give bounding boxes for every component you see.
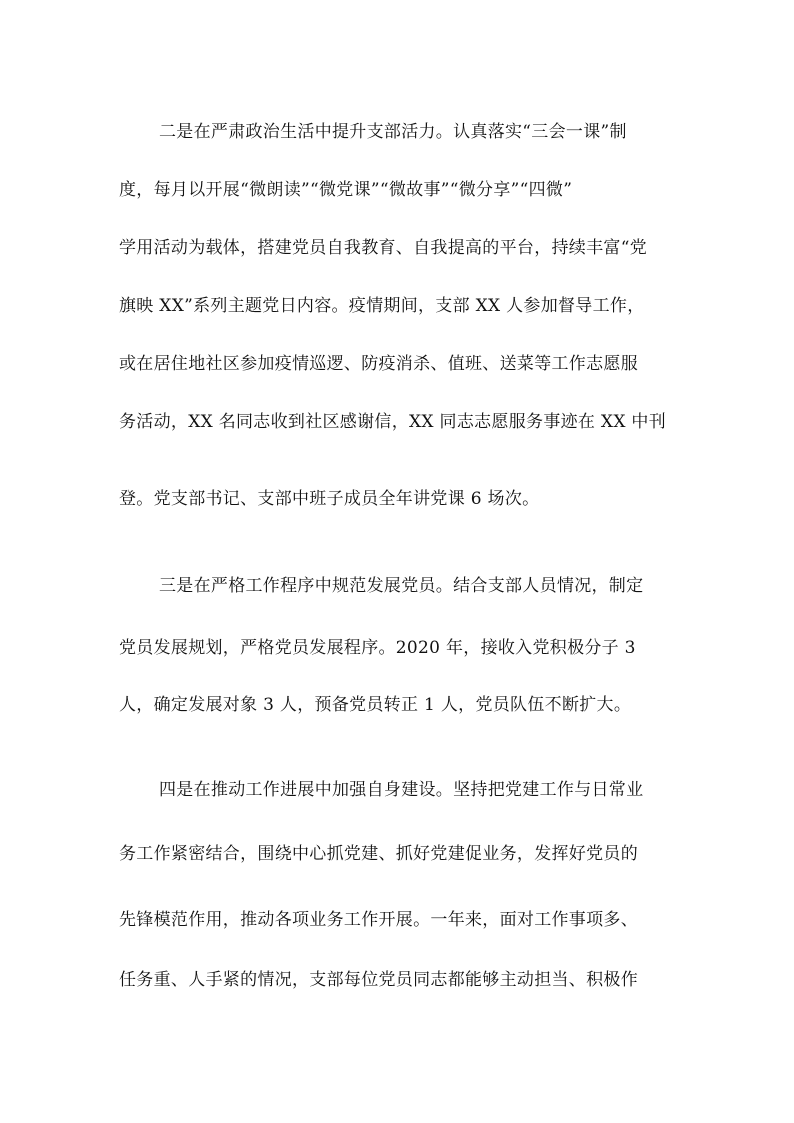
paragraph-2-line-2: 度，每月以开展“微朗读”“微党课”“微故事”“微分享”“四微”	[119, 180, 573, 200]
paragraph-3-line-1: 三是在严格工作程序中规范发展党员。结合支部人员情况，制定	[159, 576, 644, 596]
paragraph-4-line-4: 任务重、人手紧的情况，支部每位党员同志都能够主动担当、积极作	[119, 970, 638, 990]
paragraph-2-line-7: 登。党支部书记、支部中班子成员全年讲党课 6 场次。	[119, 489, 540, 509]
paragraph-4-line-1: 四是在推动工作进展中加强自身建设。坚持把党建工作与日常业	[159, 780, 644, 800]
paragraph-2-line-4: 旗映 XX”系列主题党日内容。疫情期间，支部 XX 人参加督导工作，	[119, 296, 645, 316]
paragraph-2-line-5: 或在居住地社区参加疫情巡逻、防疫消杀、值班、送菜等工作志愿服	[119, 354, 638, 374]
paragraph-4-line-2: 务工作紧密结合，围绕中心抓党建、抓好党建促业务，发挥好党员的	[119, 844, 638, 864]
paragraph-3-line-2: 党员发展规划，严格党员发展程序。2020 年，接收入党积极分子 3	[119, 638, 636, 658]
paragraph-3-line-3: 人，确定发展对象 3 人，预备党员转正 1 人，党员队伍不断扩大。	[119, 695, 632, 715]
paragraph-2-line-3: 学用活动为载体，搭建党员自我教育、自我提高的平台，持续丰富“党	[119, 238, 647, 258]
paragraph-2-line-1: 二是在严肃政治生活中提升支部活力。认真落实“三会一课”制	[159, 122, 627, 142]
paragraph-4-line-3: 先锋模范作用，推动各项业务工作开展。一年来，面对工作事项多、	[119, 910, 638, 930]
paragraph-2-line-6: 务活动，XX 名同志收到社区感谢信，XX 同志志愿服务事迹在 XX 中刊	[119, 412, 667, 432]
